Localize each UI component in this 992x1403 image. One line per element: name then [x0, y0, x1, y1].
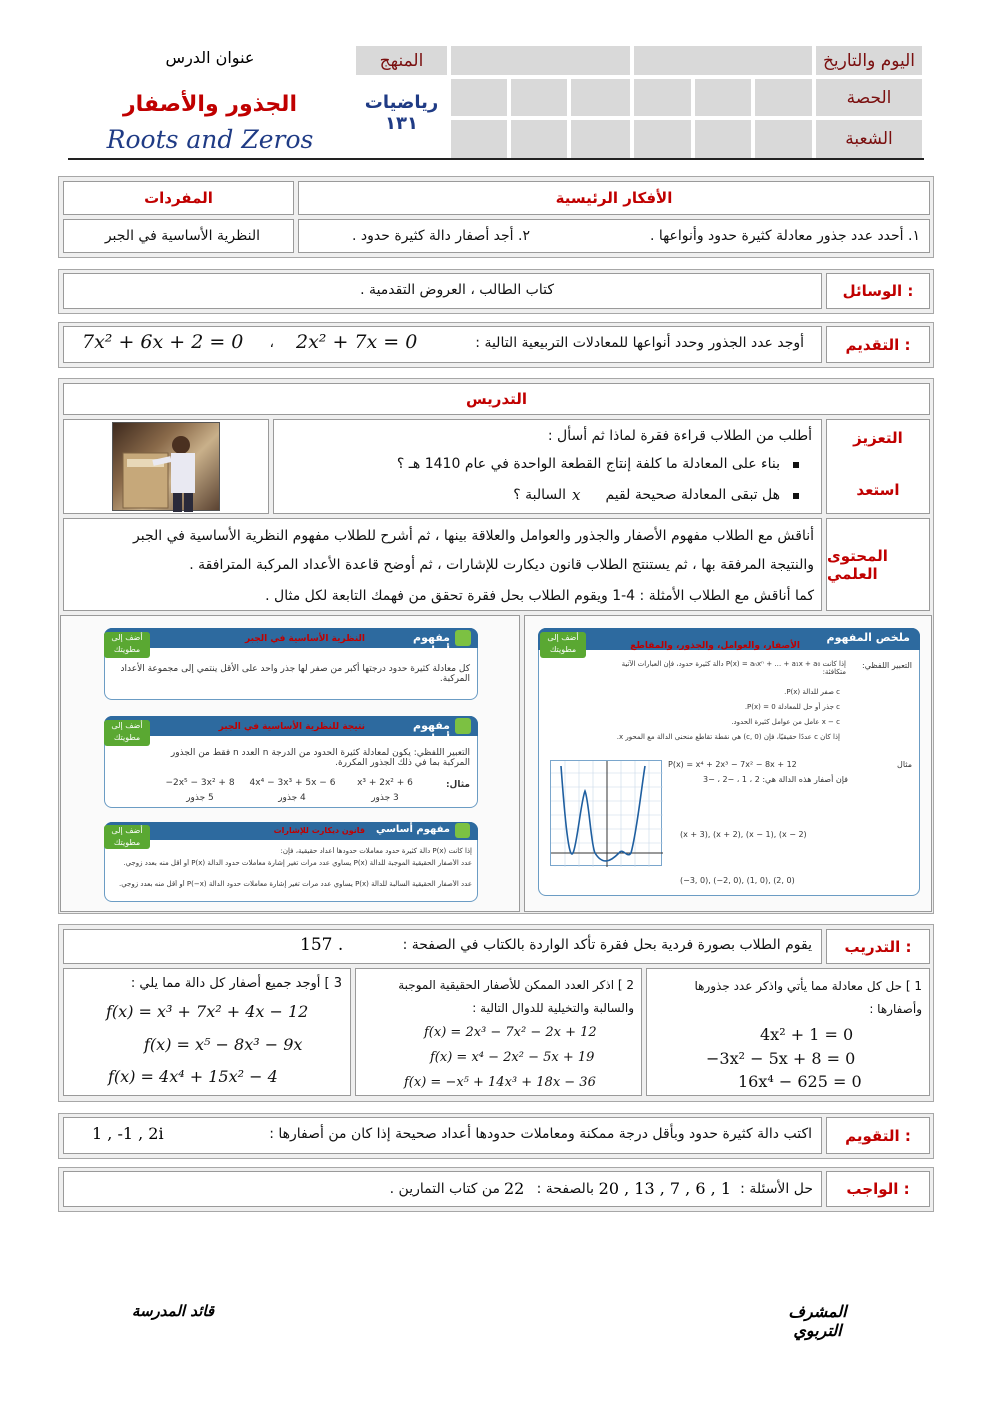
lesson-title-label: عنوان الدرس — [165, 48, 255, 67]
assessment-text: اكتب دالة كثيرة حدود وبأقل درجة ممكنة ومعاملات حدودها أعداد صحيحة إذا كان من أصفارها : — [269, 1126, 812, 1142]
tools-label: الوسائل : — [826, 273, 930, 309]
concept-3-text-1: إذا كانت P(x) دالة كثيرة حدود معاملات حدودها أعداد حقيقية، فإن: — [280, 847, 472, 855]
summary-verbal-label: التعبير اللفظي: — [862, 661, 912, 670]
concept-1-title: النظرية الأساسية في الجبر — [245, 634, 365, 644]
summary-example-1: P(x) = x⁴ + 2x³ − 7x² − 8x + 12 — [668, 760, 797, 769]
section-label: الشعبة — [816, 120, 922, 158]
curriculum-subject: رياضيات — [364, 92, 439, 113]
question-2-part-b: السالبة ؟ — [513, 487, 566, 503]
period-cell — [695, 79, 751, 116]
concept-2-roots-3: 5 جذور — [186, 793, 214, 803]
practice-q3-eq-1: f(x) = x³ + 7x² + 4x − 12 — [106, 1002, 309, 1021]
period-label: الحصة — [816, 79, 922, 116]
vocabulary-label: المفردات — [63, 181, 294, 215]
bullet-2 — [793, 493, 799, 499]
curriculum-value — [356, 82, 447, 158]
photo-worker — [112, 422, 220, 511]
homework-page: 22 — [504, 1179, 525, 1198]
practice-q3-eq-2: f(x) = x⁵ − 8x³ − 9x — [144, 1035, 303, 1054]
section-cell — [755, 120, 812, 158]
summary-title: ملخص المفهوم — [826, 631, 910, 644]
period-cell — [571, 79, 630, 116]
teaching-title: التدريس — [63, 383, 930, 415]
practice-q3-eq-3: f(x) = 4x⁴ + 15x² − 4 — [108, 1067, 278, 1086]
concept-2-example-2: 4x⁴ − 3x³ + 5x − 6 — [249, 778, 336, 788]
practice-q2-eq-1: f(x) = 2x³ − 7x² − 2x + 12 — [424, 1025, 597, 1040]
concept-1-basic-label: مفهوم أساسي — [409, 631, 450, 657]
practice-q1-title: 1 ] حل كل معادلة مما يأتي واذكر عدد جذورها وأصفارها : — [694, 979, 922, 1016]
summary-line-3: c جذر أو حل للمعادلة P(x) = 0. — [744, 703, 840, 711]
concept-2-example-3: −2x⁵ − 3x² + 8 — [165, 778, 235, 788]
intro-equation-1: 2x² + 7x = 0 — [296, 331, 418, 353]
period-cell — [451, 79, 507, 116]
science-line-1: أناقش مع الطلاب مفهوم الأصفار والجذور والعوامل والعلاقة بينها ، ثم أشرح للطلاب مفهوم النظرية الأساسية في الجبر — [133, 528, 814, 544]
puzzle-icon — [455, 718, 471, 734]
homework-text-b: بالصفحة : — [536, 1181, 594, 1197]
concept-3-text-3: عدد الأصفار الحقيقية السالبة للدالة P(x) يساوي عدد مرات تغير إشارة معاملات حدود الدالة P(−x) أو أقل منه بعدد زوجي. — [118, 880, 472, 888]
concept-3-basic-label: مفهوم أساسي — [375, 824, 450, 835]
worker-illustration — [113, 423, 221, 512]
section-cell — [511, 120, 567, 158]
day-date-label: اليوم والتاريخ — [816, 46, 922, 75]
idea-2: ٢. أجد أصفار دالة كثيرة حدود . — [352, 228, 530, 244]
homework-text-a: حل الأسئلة : — [740, 1181, 813, 1197]
assessment-label: التقويم : — [826, 1117, 930, 1154]
concept-2-roots-2: 4 جذور — [278, 793, 306, 803]
summary-example-label: مثال — [897, 760, 912, 769]
summary-example-2: فإن أصفار هذه الدالة هي: 2 ، 1 ، −2 ، −3 — [702, 775, 848, 784]
lesson-title-arabic: الجذور والأصفار — [123, 92, 297, 117]
summary-subtitle: الأصفار، والعوامل، والجذور، والمقاطع — [630, 641, 800, 651]
reinforce-label: التعزيز — [853, 429, 903, 447]
vocab-1: النظرية الأساسية في الجبر — [104, 228, 260, 244]
header-divider — [68, 158, 924, 160]
practice-q3-title: 3 ] أوجد جميع أصفار كل دالة مما يلي : — [130, 976, 342, 991]
science-line-2: والنتيجة المرفقة بها ، ثم يستنتج الطلاب قانون ديكارت للإشارات ، ثم أوضح قاعدة الأعداد المركبة المترافقة . — [189, 557, 814, 573]
concept-2-example-label: مثال: — [445, 780, 470, 790]
concept-3-text-2: عدد الأصفار الحقيقية الموجبة للدالة P(x) يساوي عدد مرات تغير إشارة معاملات حدود الدالة P(x) أو أقل منه بعدد زوجي. — [123, 859, 472, 867]
period-cell — [755, 79, 812, 116]
polynomial-graph — [551, 761, 663, 867]
concept-2-add-badge: أضف إلى مطويتك — [104, 720, 150, 746]
practice-q1-eq-2: −3x² − 5x + 8 = 0 — [706, 1049, 856, 1068]
summary-add-badge: أضف إلى مطويتك — [540, 632, 586, 658]
summary-graph — [550, 760, 662, 866]
tools-text: كتاب الطالب ، العروض التقدمية . — [360, 282, 554, 298]
summary-example-4: (−3, 0), (−2, 0), (1, 0), (2, 0) — [680, 876, 795, 885]
summary-line-5: إذا كان c عددًا حقيقيًا، فإن (c, 0) هي نقطة تقاطع منحنى الدالة مع المحور x. — [616, 733, 840, 741]
question-2-variable: x — [572, 486, 581, 504]
idea-1: ١. أحدد عدد جذور معادلة كثيرة حدود وأنواعها . — [649, 228, 920, 244]
section-cell — [695, 120, 751, 158]
homework-text-c: من كتاب التمارين . — [389, 1181, 500, 1197]
intro-label: التقديم : — [826, 326, 930, 363]
section-cell — [634, 120, 691, 158]
main-ideas-label: الأفكار الرئيسية — [298, 181, 930, 215]
concept-1-text: كل معادلة كثيرة حدود درجتها أكبر من صفر لها جذر واحد على الأقل ينتمي إلى مجموعة الأعداد المركبة. — [120, 664, 470, 684]
section-cell — [571, 120, 630, 158]
concept-3-title: قانون ديكارت للإشارات — [273, 826, 365, 835]
reinforce-text: أطلب من الطلاب قراءة فقرة لماذا ثم أسأل : — [547, 428, 812, 444]
concept-1-add-badge: أضف إلى مطويتك — [104, 632, 150, 658]
practice-q1-eq-3: 16x⁴ − 625 = 0 — [738, 1072, 862, 1091]
header-cell — [451, 46, 630, 75]
header-cell — [634, 46, 812, 75]
period-cell — [634, 79, 691, 116]
intro-equation-2: 7x² + 6x + 2 = 0 — [82, 331, 244, 353]
principal-signature: قائد المدرسة — [131, 1302, 215, 1320]
section-cell — [451, 120, 507, 158]
practice-text: يقوم الطلاب بصورة فردية بحل فقرة تأكد الواردة بالكتاب في الصفحة : — [402, 937, 812, 953]
concept-2-basic-label: مفهوم أساسي — [409, 719, 450, 745]
puzzle-icon — [455, 630, 471, 646]
summary-line-2: c صفر للدالة P(x). — [784, 688, 840, 696]
supervisor-signature: المشرف التربوي — [788, 1302, 847, 1340]
intro-separator: ، — [269, 335, 274, 351]
concept-2-title: نتيجة للنظرية الأساسية في الجبر — [218, 722, 365, 732]
concept-2-roots-1: 3 جذور — [371, 793, 399, 803]
practice-q2-eq-3: f(x) = −x⁵ + 14x³ + 18x − 36 — [404, 1075, 596, 1090]
intro-text: أوجد عدد الجذور وحدد أنواعها للمعادلات التربيعية التالية : — [475, 335, 804, 351]
practice-page: 157 . — [300, 935, 344, 955]
homework-label: الواجب : — [826, 1171, 930, 1207]
question-1: بناء على المعادلة ما كلفة إنتاج القطعة الواحدة في عام 1410 هـ ؟ — [396, 456, 780, 472]
summary-line-4: x − c عامل من عوامل كثيرة الحدود. — [731, 718, 840, 726]
science-line-3: كما أناقش مع الطلاب الأمثلة : 4-1 ويقوم الطلاب بحل فقرة تحقق من فهمك التابعة لكل مثال . — [265, 588, 814, 604]
assessment-zeros: 1 , -1 , 2i — [92, 1124, 164, 1143]
concept-2-text: التعبير اللفظي: يكون لمعادلة كثيرة الحدود من الدرجة n العدد n فقط من الجذور المركبة بما في ذلك الجذور المكررة. — [170, 748, 470, 768]
summary-example-3: (x + 3), (x + 2), (x − 1), (x − 2) — [680, 830, 807, 839]
practice-q1-eq-1: 4x² + 1 = 0 — [760, 1025, 854, 1044]
prepare-label: استعد — [856, 481, 900, 499]
concept-3-add-badge: أضف إلى مطويتك — [104, 825, 150, 849]
practice-label: التدريب : — [826, 929, 930, 964]
curriculum-code: ١٣١ — [385, 113, 418, 134]
period-cell — [511, 79, 567, 116]
practice-q2-title: 2 ] اذكر العدد الممكن للأصفار الحقيقية الموجبة والسالبة والتخيلية للدوال التالية : — [398, 978, 634, 1015]
summary-line-1: إذا كانت P(x) = aₙxⁿ + … + a₁x + a₀ دالة كثيرة حدود، فإن العبارات الآتية متكافئة: — [621, 660, 846, 676]
lesson-title-english: Roots and Zeros — [106, 125, 314, 154]
concept-2-example-1: x³ + 2x² + 6 — [357, 778, 413, 788]
practice-q2-eq-2: f(x) = x⁴ − 2x² − 5x + 19 — [430, 1050, 595, 1065]
curriculum-label: المنهج — [356, 46, 447, 75]
science-label: المحتوى العلمي — [826, 518, 930, 611]
puzzle-icon — [455, 823, 470, 838]
question-2-part-a: هل تبقى المعادلة صحيحة لقيم — [605, 487, 780, 503]
bullet-1 — [793, 462, 799, 468]
homework-questions: 1 , 6 , 7 , 13 , 20 — [598, 1179, 731, 1198]
